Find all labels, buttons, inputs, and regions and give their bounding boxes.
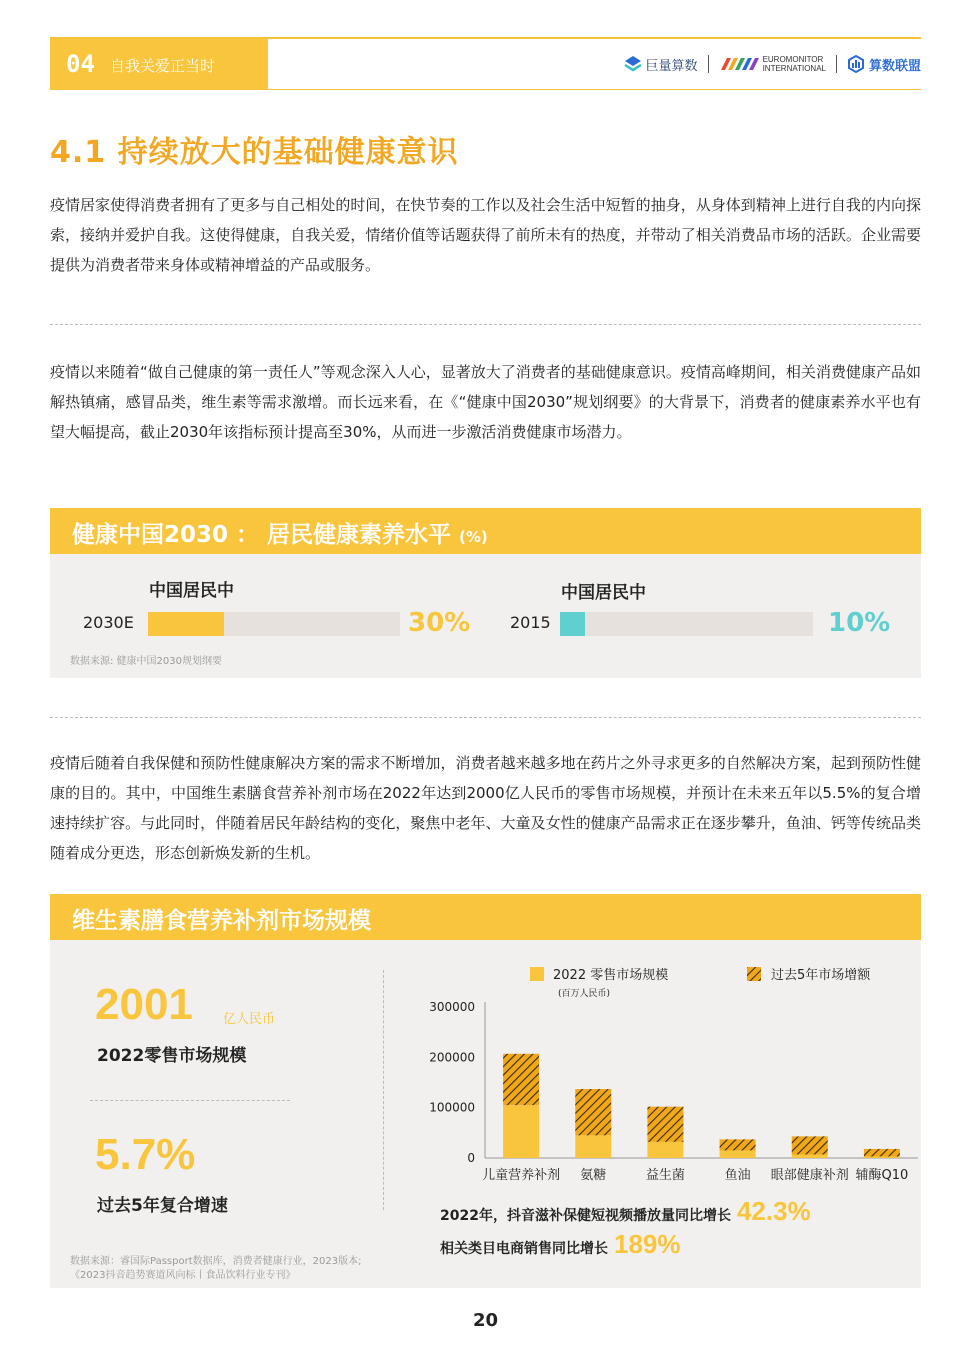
bar-growth xyxy=(575,1089,611,1135)
logo-divider xyxy=(836,55,837,73)
y-tick-label: 0 xyxy=(467,1151,475,1165)
literacy-panel xyxy=(50,554,921,678)
juliang-icon xyxy=(624,55,642,73)
legend-unit-note: (百万人民币) xyxy=(558,989,611,999)
douyin-stat-line xyxy=(440,1196,811,1227)
dashed-divider xyxy=(50,717,921,718)
literacy-right-year: 2015 xyxy=(510,613,551,632)
market-banner-title: 维生素膳食营养补剂市场规模 xyxy=(72,908,371,934)
market-banner xyxy=(50,894,921,940)
market-size-label: 2022零售市场规模 xyxy=(97,1046,247,1066)
y-tick-label: 300000 xyxy=(429,1000,475,1014)
section-title: 自我关爱正当时 xyxy=(110,57,216,75)
literacy-left-value: 30% xyxy=(408,608,471,638)
market-size-value: 2001 xyxy=(95,980,193,1029)
euromonitor-logo xyxy=(719,55,826,73)
bar-retail xyxy=(503,1105,539,1158)
bar-retail xyxy=(792,1154,828,1158)
paragraph-1: 疫情居家使得消费者拥有了更多与自己相处的时间，在快节奏的工作以及社会生活中短暂的抽身，从身体到精神上进行自我的内向探索，接纳并爱护自我。这使得健康，自我关爱，情绪价值等话题获得了前所未有的热度，并带动了相关消费品市场的活跃。企业需要提供为消费者带来身体或精神增益的产品或服务。 xyxy=(50,196,921,274)
legend-label-retail: 2022 零售市场规模 xyxy=(553,968,669,983)
euromonitor-icon xyxy=(719,57,759,71)
x-tick-label: 氨糖 xyxy=(580,1168,607,1183)
suanshu-logo-text: 算数联盟 xyxy=(868,58,921,74)
y-tick-label: 100000 xyxy=(429,1100,475,1115)
bar-growth xyxy=(647,1107,683,1142)
bar-growth xyxy=(864,1149,900,1157)
dashed-divider xyxy=(50,324,921,325)
euromonitor-line2: INTERNATIONAL xyxy=(762,64,826,73)
bar-retail xyxy=(864,1156,900,1158)
literacy-title-unit: (%) xyxy=(459,528,488,546)
ecommerce-stat-text: 相关类目电商销售同比增长 xyxy=(440,1241,608,1257)
market-panel xyxy=(50,940,921,1288)
literacy-left-year: 2030E xyxy=(83,613,134,632)
ecommerce-stat-value: 189% xyxy=(614,1229,681,1259)
literacy-source: 数据来源: 健康中国2030规划纲要 xyxy=(70,656,222,667)
bar-retail xyxy=(720,1150,756,1158)
y-tick-label: 200000 xyxy=(429,1050,475,1065)
market-bar-chart xyxy=(390,950,921,1200)
literacy-right-fill xyxy=(560,612,585,636)
euromonitor-line1: EUROMONITOR xyxy=(762,55,824,64)
market-size-unit: 亿人民币 xyxy=(223,1012,276,1027)
paragraph-3: 疫情后随着自我保健和预防性健康解决方案的需求不断增加，消费者越来越多地在药片之外寻求更多的自然解决方案，起到预防性健康的目的。其中，中国维生素膳食营养补剂市场在2022年达到2000亿人民币的零售市场规模，并预计在未来五年以5.5%的复合增速持续扩容。与此同时，伴随着居民年龄结构的变化，聚焦中老年、大童及女性的健康产品需求正在逐步攀升，鱼油、钙等传统品类随着成分更迭，形态创新焕发新的生机。 xyxy=(50,754,921,862)
bar-retail xyxy=(575,1135,611,1158)
literacy-left-fill xyxy=(148,612,224,636)
x-tick-label: 儿童营养补剂 xyxy=(482,1168,561,1183)
literacy-right-track xyxy=(560,612,813,636)
paragraph-2: 疫情以来随着“做自己健康的第一责任人”等观念深入人心，显著放大了消费者的基础健康意识。疫情高峰期间，相关消费健康产品如解热镇痛，感冒品类，维生素等需求激增。而长远来看，在《“健康中国2030”规划纲要》的大背景下，消费者的健康素养水平也有望大幅提高，截止2030年该指标预计提高至30%，从而进一步激活消费健康市场潜力。 xyxy=(50,363,921,441)
juliang-logo xyxy=(624,55,698,74)
literacy-right-label: 中国居民中 xyxy=(561,583,646,603)
literacy-left-label: 中国居民中 xyxy=(149,581,234,601)
page-number: 20 xyxy=(472,1310,499,1331)
logo-divider xyxy=(708,55,709,73)
ecommerce-stat-line xyxy=(440,1229,681,1260)
literacy-left-track xyxy=(148,612,400,636)
literacy-title-text: 健康中国2030 ： 居民健康素养水平 xyxy=(72,522,452,548)
suanshu-logo xyxy=(847,55,921,74)
cagr-label: 过去5年复合增速 xyxy=(97,1196,228,1216)
page-heading: 4.1 持续放大的基础健康意识 xyxy=(50,135,459,170)
market-source-line1: 数据来源：睿国际Passport数据库，消费者健康行业，2023版本; xyxy=(70,1256,362,1267)
bar-growth xyxy=(503,1054,539,1105)
partner-logos xyxy=(624,52,921,76)
douyin-stat-value: 42.3% xyxy=(736,1196,811,1226)
legend-swatch-retail xyxy=(530,967,544,981)
literacy-banner xyxy=(50,508,921,554)
legend-swatch-growth xyxy=(747,967,761,981)
x-tick-label: 辅酶Q10 xyxy=(855,1168,909,1183)
juliang-logo-text: 巨量算数 xyxy=(645,58,698,74)
bar-growth xyxy=(720,1139,756,1150)
douyin-stat-text: 2022年，抖音滋补保健短视频播放量同比增长 xyxy=(440,1208,731,1224)
literacy-banner-title xyxy=(72,516,488,549)
panel-vertical-divider xyxy=(383,970,384,1210)
suanshu-icon xyxy=(847,55,865,73)
cagr-value: 5.7% xyxy=(95,1130,196,1179)
stat-divider xyxy=(90,1100,290,1101)
literacy-right-value: 10% xyxy=(828,608,891,638)
bar-retail xyxy=(647,1142,683,1158)
market-source-line2: 《2023抖音趋势赛道风向标丨食品饮料行业专刊》 xyxy=(70,1270,296,1281)
header-bottom-rule xyxy=(50,89,921,90)
bar-growth xyxy=(792,1136,828,1154)
x-tick-label: 益生菌 xyxy=(645,1168,685,1183)
section-number: 04 xyxy=(66,50,95,78)
x-tick-label: 鱼油 xyxy=(724,1168,751,1183)
legend-label-growth: 过去5年市场增额 xyxy=(771,968,871,983)
x-tick-label: 眼部健康补剂 xyxy=(770,1168,849,1183)
